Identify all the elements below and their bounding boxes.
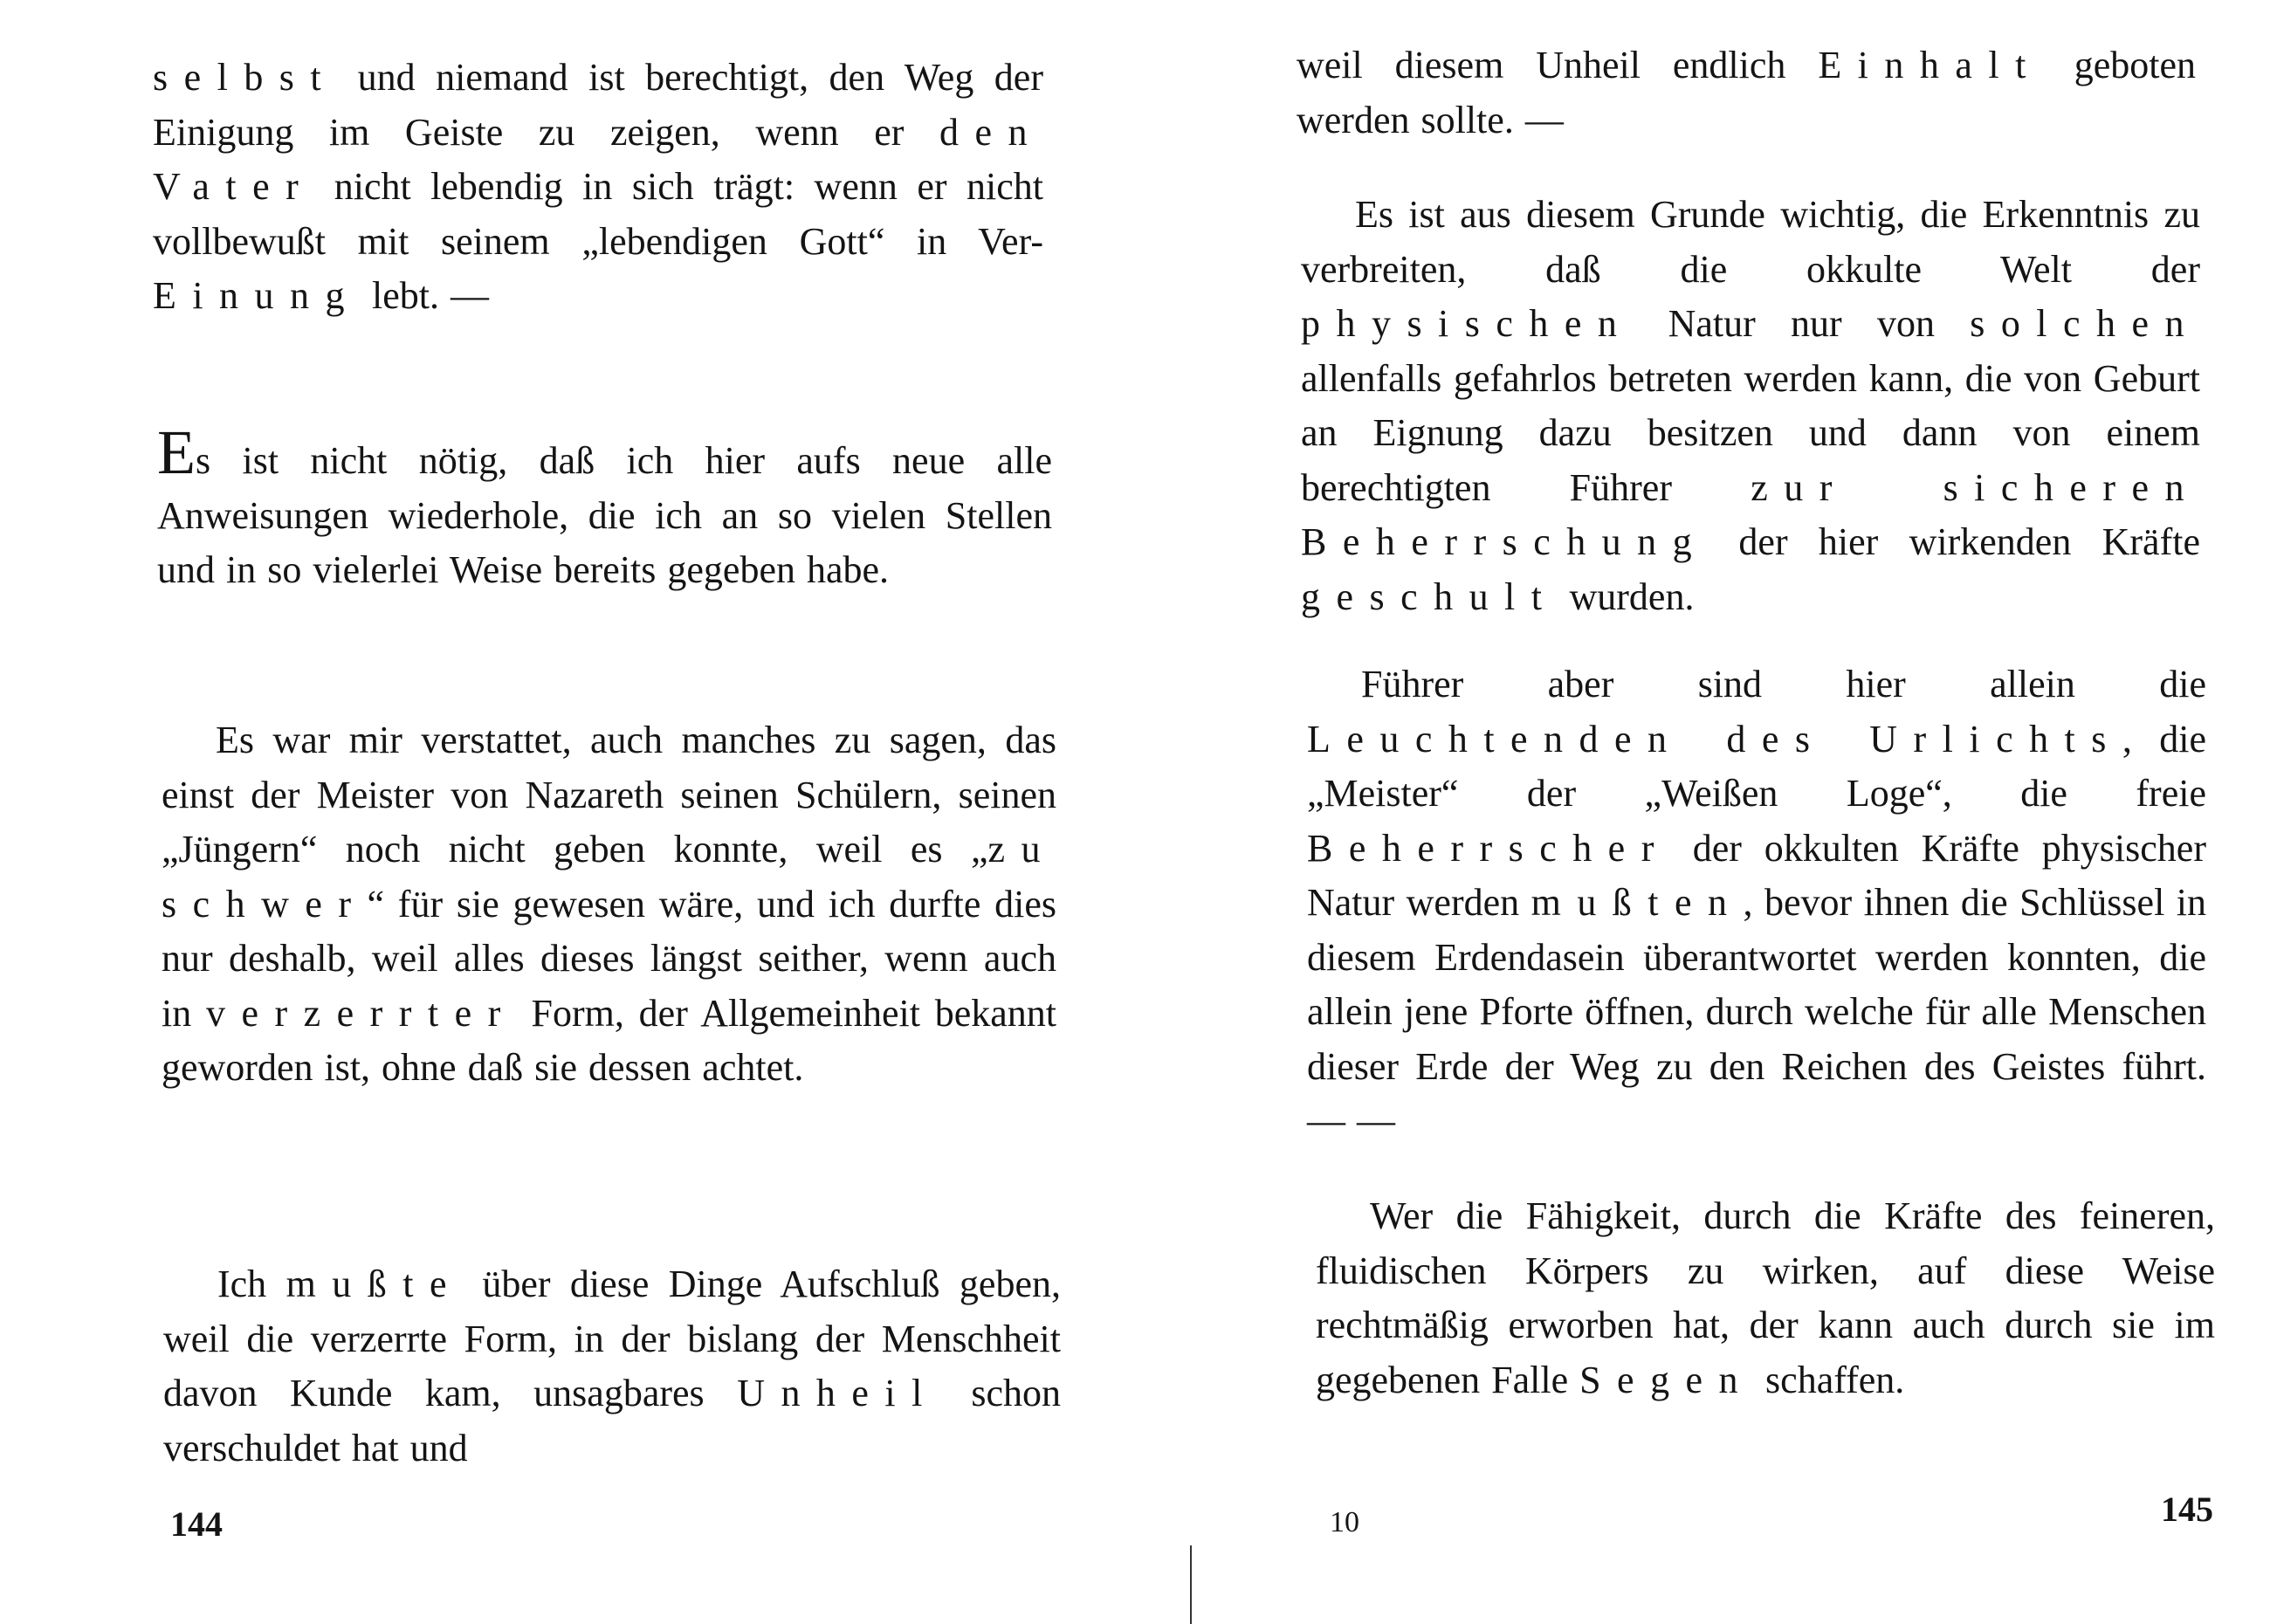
text-run: und niemand ist berechtigt, den Weg der Einigung im Geiste zu zeigen, wenn er — [153, 56, 1043, 154]
right-paragraph-2 — [1301, 188, 2200, 624]
text-run: Natur nur von — [1633, 302, 1971, 345]
left-page-number: 144 — [170, 1504, 223, 1544]
text-run: , bevor ihnen die Schlüssel in diesem Erdendasein überantwortet werden konnten, die allein jene Pforte öffnen, durch welche für alle Menschen dieser Erde der Weg zu den Reichen des Geistes führt. — — — [1307, 881, 2207, 1142]
text-run: Es war mir verstattet, auch manches zu sagen, das einst der Meister von Nazareth seinen Schülern, seinen „Jüngern“ noch nicht geben konnte, weil es „ — [162, 719, 1056, 870]
right-paragraph-1 — [1297, 38, 2196, 148]
spaced-emphasis: physischen — [1301, 302, 1634, 345]
left-paragraph-2 — [157, 417, 1052, 598]
text-run: allenfalls gefahrlos betreten werden kann, die von Geburt an Eignung dazu besitzen und dann von einem berechtigten Führer — [1301, 356, 2200, 509]
spaced-emphasis: verzerrter — [206, 991, 517, 1035]
left-paragraph-3 — [162, 713, 1056, 1096]
text-run: Es ist aus diesem Grunde wichtig, die Erkenntnis zu verbreiten, daß die okkulte Welt der — [1301, 193, 2200, 291]
text-run: Ich — [217, 1263, 286, 1305]
text-run: schon verschuldet hat und — [163, 1372, 1062, 1469]
right-page — [1297, 0, 2215, 1615]
text-run: Wer die Fähigkeit, durch die Kräfte des feineren, fluidischen Körpers zu wirken, auf diese Weise rechtmäßig erworben hat, der kann auch durch sie im gegebenen Falle — [1316, 1194, 2215, 1401]
spaced-emphasis: Beherrscher — [1307, 826, 1670, 870]
left-page — [153, 0, 1061, 1615]
spaced-emphasis: geschult — [1301, 575, 1558, 618]
gutter-line — [1190, 1545, 1192, 1624]
text-run: wurden. — [1558, 575, 1695, 618]
right-paragraph-4 — [1316, 1189, 2215, 1407]
text-run: nicht lebendig in sich trägt: wenn er nicht vollbewußt mit seinem „lebendigen Gott“ in Ver- — [153, 165, 1043, 263]
right-page-number: 145 — [2161, 1490, 2213, 1529]
spaced-emphasis: zu schwer — [162, 828, 1056, 926]
spaced-emphasis: Einhalt — [1818, 44, 2042, 86]
spaced-emphasis: Unheil — [737, 1372, 939, 1414]
text-run: “ für sie gewesen wäre, und ich durfte dies nur deshalb, weil alles dieses längst seither, wenn auch in — [162, 882, 1056, 1035]
left-paragraph-1 — [153, 51, 1043, 324]
text-run: der hier wirkenden Kräfte — [1708, 520, 2200, 563]
text-run: Führer aber sind hier allein die — [1361, 663, 2206, 705]
text-run: s ist nicht nötig, daß ich hier aufs neue alle Anweisungen wiederhole, die ich an so vielen Stellen und in so vielerlei Weise bereits gegeben habe. — [157, 439, 1052, 591]
text-run: der okkulten Kräfte physischer Natur werden — [1307, 826, 2206, 924]
signature-mark: 10 — [1330, 1506, 1359, 1538]
text-run: , die „Meister“ der „Weißen Loge“, die freie — [1307, 717, 2206, 815]
right-paragraph-3 — [1307, 657, 2206, 1149]
text-run: weil diesem Unheil endlich — [1297, 44, 1819, 86]
spaced-emphasis: Leuchtenden des Urlichts — [1307, 717, 2122, 760]
spaced-emphasis: mußten — [1531, 881, 1744, 924]
text-run: geboten werden sollte. — — [1297, 44, 2196, 141]
spaced-emphasis: Einung — [153, 274, 361, 317]
left-paragraph-4 — [163, 1257, 1061, 1476]
spaced-emphasis: mußte — [285, 1263, 463, 1305]
text-run: über diese Dinge Aufschluß geben, weil die verzerrte Form, in der bislang der Menschheit davon Kunde kam, unsagbares — [163, 1263, 1061, 1414]
spaced-emphasis: zur sicheren Beherrschung — [1301, 465, 2201, 563]
spaced-emphasis: Vater — [153, 165, 315, 208]
spaced-emphasis: den — [939, 110, 1043, 154]
spaced-emphasis: selbst — [153, 56, 338, 99]
text-run: Form, der Allgemeinheit bekannt geworden ist, ohne daß sie dessen achtet. — [162, 991, 1056, 1089]
spaced-emphasis: solchen — [1970, 302, 2200, 345]
text-run: schaffen. — [1754, 1358, 1905, 1401]
initial-letter: E — [157, 417, 196, 487]
text-run: lebt. — — [360, 274, 489, 317]
spaced-emphasis: Segen — [1579, 1358, 1755, 1401]
